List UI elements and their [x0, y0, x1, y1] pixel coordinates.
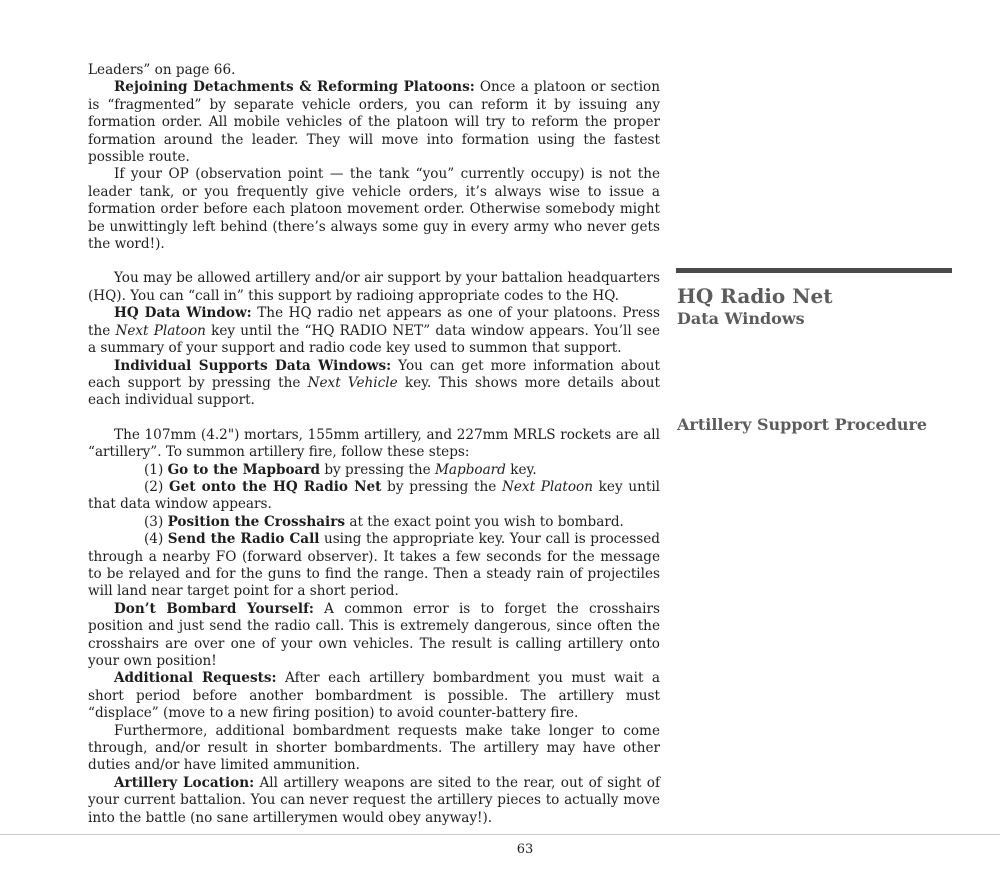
location-paragraph [88, 775, 660, 827]
step-number: (1) [144, 461, 168, 478]
step-1 [88, 462, 660, 479]
step-body-end: key. [505, 461, 537, 478]
main-text-column [88, 62, 660, 827]
dont-bombard-paragraph [88, 601, 660, 671]
artillery-intro-text: The 107mm (4.2") mortars, 155mm artillery, and 227mm MRLS rockets are all “artillery”. To summon artillery fire, follow these steps: [88, 426, 660, 461]
individual-body2: key. This shows more details about each individual support. [88, 374, 660, 409]
step-key: Next Platoon [501, 478, 593, 495]
step-body: by pressing the [381, 478, 502, 495]
sidebar-title: HQ Radio Net [677, 284, 833, 308]
step-heading: Position the Crosshairs [167, 513, 346, 530]
additional-body: After each artillery bombardment you must wait a short period before another bombardment is possible. The artillery must “displace” (move to a new firing position) to avoid counter-battery fire. [88, 670, 660, 722]
step-body: at the exact point you wish to bombard. [345, 513, 624, 530]
individual-heading: Individual Supports Data Windows: [114, 357, 392, 374]
step-heading: Send the Radio Call [167, 531, 320, 548]
page-number: 63 [516, 842, 534, 857]
support-intro-text: You may be allowed artillery and/or air support by your battalion headquarters (HQ). You can “call in” this support by radioing appropriate codes to the HQ. [88, 270, 660, 304]
additional-heading: Additional Requests: [114, 670, 277, 687]
location-heading: Artillery Location: [114, 774, 255, 791]
step-body: by pressing the [320, 461, 435, 478]
hq-window-heading: HQ Data Window: [114, 305, 252, 322]
step-2 [88, 479, 660, 514]
sidebar-subtitle: Data Windows [677, 309, 805, 328]
op-text: If your OP (observation point — the tank “you” currently occupy) is not the leader tank, or you frequently give vehicle orders, it’s always wise to issue a formation order before each platoon movement order. Otherwise somebody might be unwittingly left behind (there’s always some guy in every army who never gets the word!). [88, 166, 660, 253]
hq-window-body1: The HQ radio net appears as one of your platoons. Press the [88, 305, 660, 339]
op-paragraph [88, 166, 660, 253]
step-heading: Get onto the HQ Radio Net [168, 478, 382, 495]
step-number: (4) [144, 531, 168, 548]
step-3 [88, 514, 660, 531]
support-intro-paragraph [88, 270, 660, 305]
rejoining-heading: Rejoining Detachments & Reforming Platoons: [114, 79, 475, 96]
sidebar-artillery-heading: Artillery Support Procedure [677, 415, 928, 434]
rejoining-paragraph [88, 79, 660, 166]
individual-paragraph [88, 358, 660, 410]
furthermore-text: Furthermore, additional bombardment requests make take longer to come through, and/or result in shorter bombardments. The artillery may have other duties and/or have limited ammunition. [88, 722, 660, 774]
individual-body1: You can get more information about each support by pressing the [88, 357, 661, 391]
intro-text: Leaders” on page 66. [88, 62, 236, 78]
hq-window-paragraph [88, 305, 660, 357]
step-4 [88, 531, 660, 601]
step-number: (3) [144, 513, 168, 530]
step-key: Mapboard [434, 461, 506, 478]
individual-key: Next Vehicle [307, 374, 398, 391]
sidebar-rule [676, 268, 952, 273]
intro-paragraph [88, 62, 660, 79]
furthermore-paragraph [88, 723, 660, 775]
dont-bombard-body: A common error is to forget the crosshairs position and just send the radio call. This is extremely dangerous, since often the crosshairs are over one of your own vehicles. The result is calling artillery onto your own position! [88, 600, 660, 669]
footer-rule [0, 834, 1000, 835]
hq-window-body2: key until the “HQ RADIO NET” data window appears. You’ll see a summary of your support and radio code key used to summon that support. [88, 322, 660, 357]
dont-bombard-heading: Don’t Bombard Yourself: [114, 600, 314, 617]
additional-paragraph [88, 670, 660, 722]
hq-window-key: Next Platoon [115, 322, 206, 339]
location-body: All artillery weapons are sited to the rear, out of sight of your current battalion. You can never request the artillery pieces to actually move into the battle (no sane artillerymen would obey anyway!). [88, 774, 660, 826]
step-number: (2) [144, 478, 169, 495]
rejoining-body: Once a platoon or section is “fragmented” by separate vehicle orders, you can reform it by issuing any formation order. All mobile vehicles of the platoon will try to reform the proper formation around the leader. They will move into formation using the fastest possible route. [88, 79, 660, 166]
step-body-end: key until that data window appears. [88, 478, 661, 513]
step-heading: Go to the Mapboard [167, 461, 321, 478]
step-body: using the appropriate key. Your call is processed through a nearby FO (forward observer). It takes a few seconds for the message to be relayed and for the guns to find the range. Then a steady rain of projectiles will land near target point for a short period. [88, 531, 660, 600]
artillery-intro-paragraph [88, 427, 660, 462]
